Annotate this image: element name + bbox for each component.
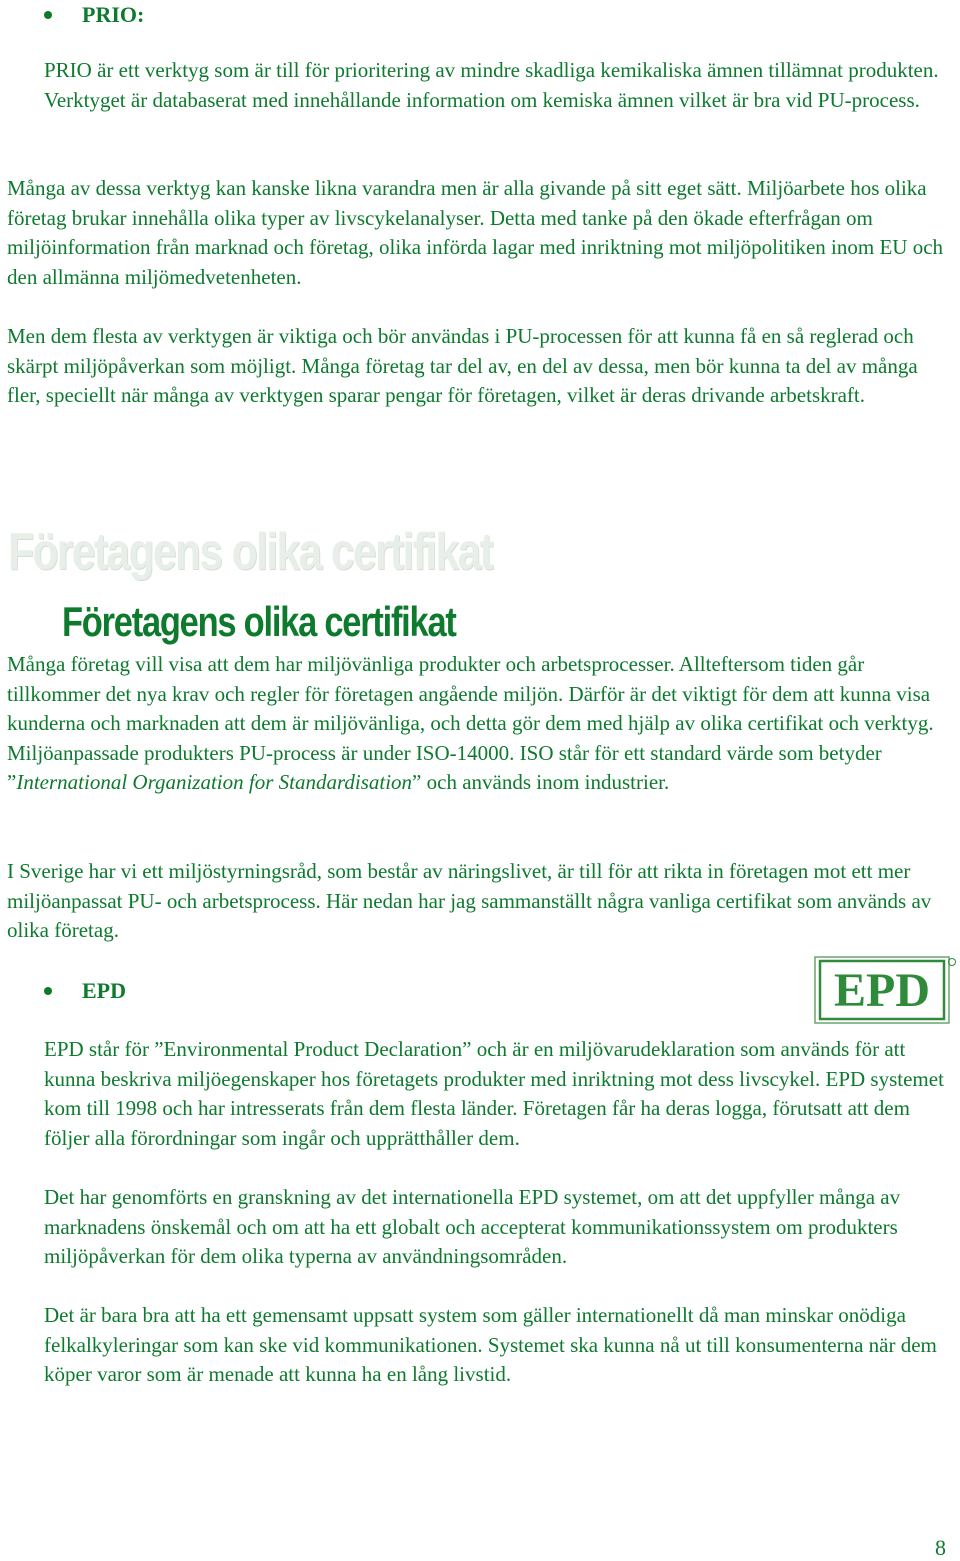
epd-paragraph-3: Det är bara bra att ha ett gemensamt uppsatt system som gäller internationellt då man minskar onödiga felkalkyleringar som kan ske vid kommunikationen. Systemet ska kunna nå ut till konsumenterna när dem köper varor som är menade att kunna ha en lång livstid.	[44, 1303, 937, 1386]
epd-paragraph-2: Det har genomförts en granskning av det internationella EPD systemet, om att det uppfyller många av marknadens önskemål och om att ha ett globalt och accepterat kommunikationssystem om produkters miljöpåverkan för dem olika typerna av användningsområden.	[44, 1185, 901, 1268]
bullet-dot-icon	[44, 11, 52, 19]
bullet-epd	[44, 978, 126, 1004]
epd-paragraph-1: EPD står för ”Environmental Product Declaration” och är en miljövarudeklaration som används för att kunna beskriva miljöegenskaper hos företagets produkter med inriktning mot dess livscykel. EPD systemet kom till 1998 och har intresserats från dem flesta länder. Företagen får ha deras logga, förutsatt att dem följer alla förordningar som ingår och upprätthåller dem.	[44, 1037, 944, 1150]
epd-logo-icon	[814, 956, 956, 1024]
prio-paragraph: PRIO är ett verktyg som är till för prioritering av mindre skadliga kemikaliska ämnen tillämnat produkten. Verktyget är databaserat med innehållande information om kemiska ämnen vilket är bra vid PU-process.	[44, 58, 939, 112]
section-heading: Företagens olika certifikat	[62, 598, 456, 645]
certificates-p1-text: Många företag vill visa att dem har miljövänliga produkter och arbetsprocesser. Allteftersom tiden går tillkommer det nya krav och regler för företagen angående miljön. Därför är det viktigt för dem att kunna visa kunderna och marknaden att dem är miljövänliga, och detta gör dem med hjälp av olika certifikat och verktyg. Miljöanpassade produkters PU-process är under ISO-14000. ISO står för ett standard värde som betyder ”	[7, 652, 934, 794]
certificates-paragraph-2: I Sverige har vi ett miljöstyrningsråd, som består av näringslivet, är till för att rikta in företagen mot ett mer miljöanpassat PU- och arbetsprocess. Här nedan har jag sammanställt några vanliga certifikat som används av olika företag.	[7, 859, 932, 942]
certificates-paragraph-1	[7, 650, 947, 798]
intro-paragraph-2: Men dem flesta av verktygen är viktiga och bör användas i PU-processen för att kunna få en så reglerad och skärpt miljöpåverkan som möjligt. Många företag tar del av, en del av dessa, men bör kunna ta del av många fler, speciellt när många av verktygen sparar pengar för företagen, vilket är deras drivande arbetskraft.	[7, 324, 918, 407]
bullet-dot-icon	[44, 987, 52, 995]
iso-full-name: International Organization for Standardisation	[16, 770, 413, 794]
certificates-p1-end: ” och används inom industrier.	[412, 770, 670, 794]
bullet-prio	[44, 2, 144, 28]
svg-text:EPD: EPD	[834, 964, 930, 1017]
epd-label: EPD	[82, 978, 126, 1003]
ghost-heading: Företagens olika certifikat	[8, 523, 493, 581]
prio-label: PRIO:	[82, 2, 145, 27]
page-number: 8	[935, 1535, 946, 1560]
intro-paragraph-1: Många av dessa verktyg kan kanske likna varandra men är alla givande på sitt eget sätt. Miljöarbete hos olika företag brukar innehålla olika typer av livscykelanalyser. Detta med tanke på den ökade efterfrågan om miljöinformation från marknad och företag, olika införda lagar med inriktning mot miljöpolitiken inom EU och den allmänna miljömedvetenheten.	[7, 176, 944, 289]
